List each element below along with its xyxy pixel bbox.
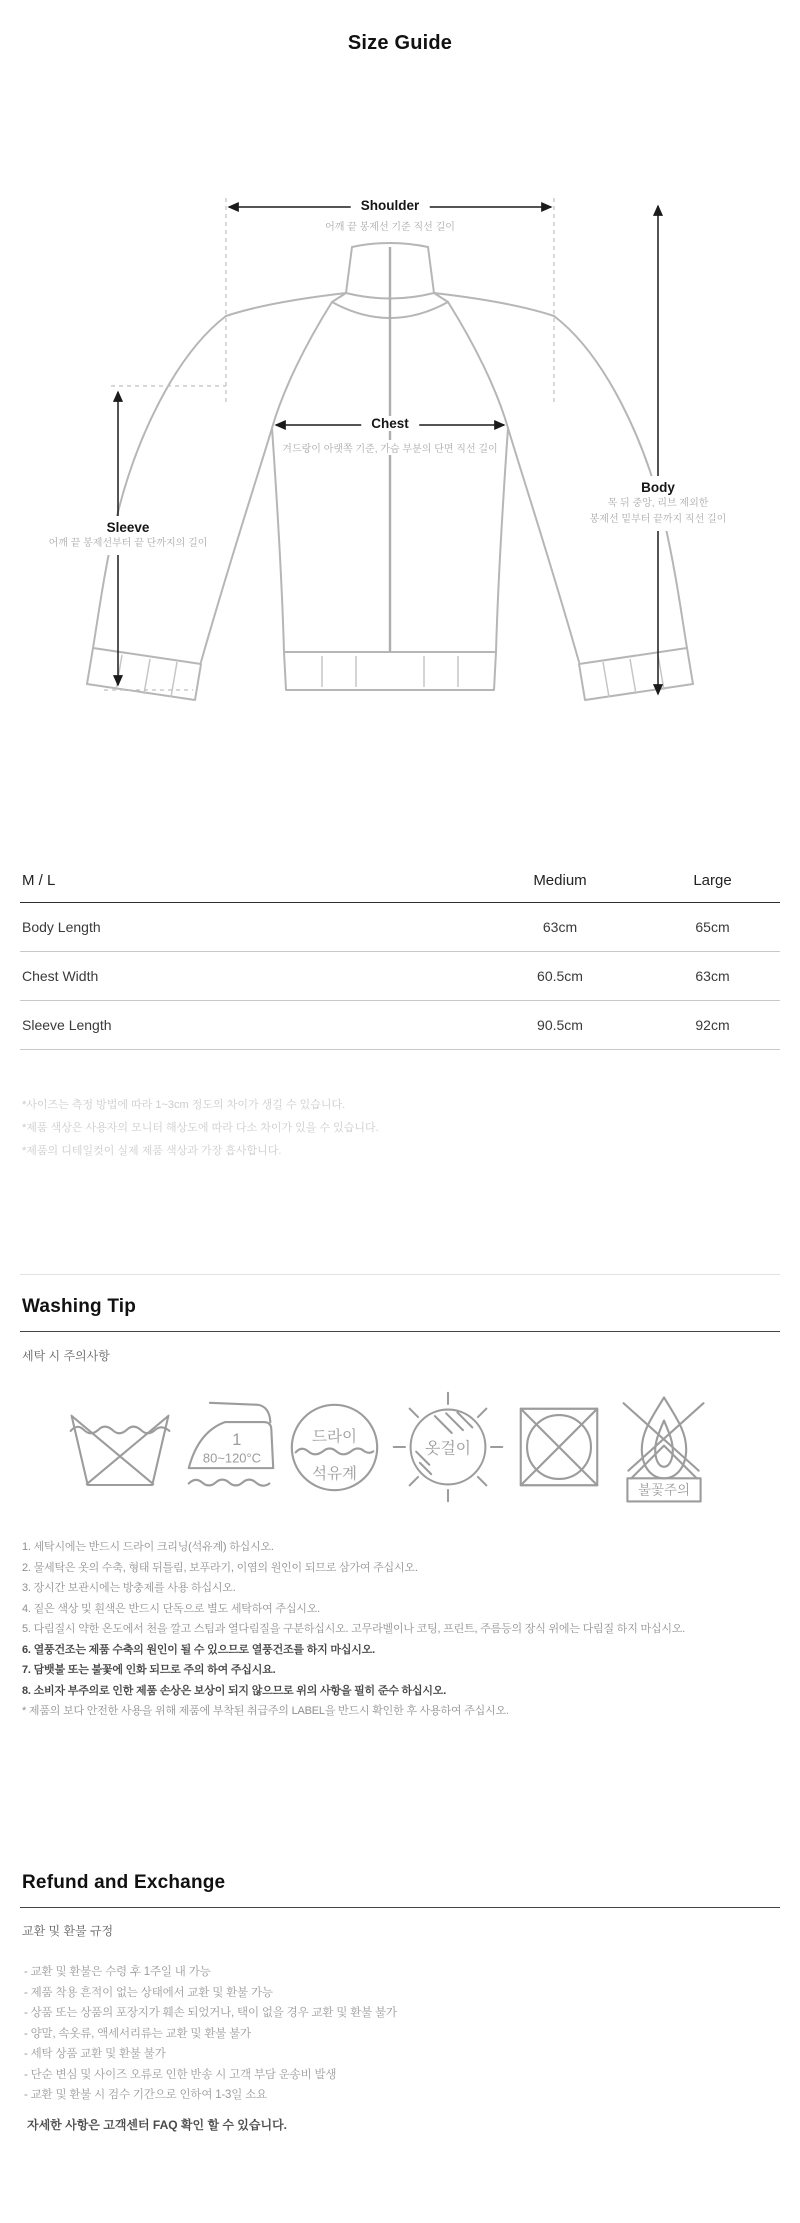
refund-policy-item: - 양말, 속옷류, 액세서리류는 교환 및 환불 불가 — [24, 2027, 251, 2040]
do-not-tumble-dry-icon — [513, 1401, 605, 1493]
refund-policy-item: - 상품 또는 상품의 포장지가 훼손 되었거나, 택이 없을 경우 교환 및 환불 불가 — [24, 2007, 397, 2019]
row-label: Chest Width — [22, 968, 99, 984]
refund-heading: Refund and Exchange — [22, 1872, 226, 1893]
medium-value: 90.5cm — [537, 1017, 583, 1033]
refund-policy-item: - 교환 및 환불은 수령 후 1주일 내 가능 — [24, 1966, 211, 1978]
refund-policy-item: - 세탁 상품 교환 및 환불 불가 — [24, 2048, 166, 2060]
flame-caution-label: 불꽃주의 — [637, 1482, 691, 1498]
refund-policy-item: - 교환 및 환불 시 검수 기간으로 인하여 1-3일 소요 — [24, 2089, 267, 2101]
size-diagram — [0, 120, 800, 810]
footnote: *제품 색상은 사용자의 모니터 해상도에 따라 다소 차이가 있을 수 있습니다. — [22, 1122, 379, 1134]
refund-subheading: 교환 및 환불 규정 — [22, 1924, 114, 1938]
footnote: *제품의 디테일컷이 실제 제품 색상과 가장 흡사합니다. — [22, 1145, 282, 1157]
iron-number-label: 1 — [232, 1431, 242, 1450]
medium-value: 63cm — [542, 919, 578, 935]
col-header-medium: Medium — [533, 871, 587, 889]
washing-instruction: 6. 열풍건조는 제품 수축의 원인이 될 수 있으므로 열풍건조를 하지 마십시오. — [22, 1643, 375, 1656]
body-label: Body — [641, 480, 675, 495]
washing-instruction: 4. 짙은 색상 및 흰색은 반드시 단독으로 별도 세탁하여 주십시오. — [22, 1602, 320, 1615]
washing-subheading: 세탁 시 주의사항 — [22, 1349, 110, 1363]
washing-heading-underline — [20, 1331, 780, 1332]
size-table-header — [20, 858, 780, 903]
shoulder-note: 어깨 끝 봉제선 기준 직선 길이 — [319, 218, 461, 233]
table-row — [20, 1001, 780, 1050]
table-row — [20, 952, 780, 1001]
col-header-large: Large — [693, 871, 732, 889]
laundry-care-icons — [64, 1386, 764, 1508]
dry-clean-top-label: 드라이 — [312, 1428, 357, 1446]
washing-instruction: 8. 소비자 부주의로 인한 제품 손상은 보상이 되지 않으므로 위의 사항을 필히 준수 하십시오. — [22, 1684, 447, 1697]
large-value: 92cm — [695, 1017, 730, 1033]
sleeve-label: Sleeve — [106, 520, 150, 535]
chest-label: Chest — [361, 416, 419, 431]
body-note-1: 목 뒤 중앙, 리브 제외한 — [607, 498, 709, 509]
sleeve-label-block — [43, 516, 214, 555]
faq-note: 자세한 사항은 고객센터 FAQ 확인 할 수 있습니다. — [27, 2118, 287, 2132]
washing-heading: Washing Tip — [22, 1296, 137, 1317]
col-header-size: M / L — [22, 871, 56, 889]
washing-instructions — [22, 1537, 792, 1722]
washing-instruction: 3. 장시간 보관시에는 방충제를 사용 하십시오. — [22, 1582, 236, 1594]
size-table — [20, 858, 780, 1050]
shoulder-label: Shoulder — [351, 198, 430, 213]
washing-instruction: 5. 다림질시 약한 온도에서 천을 깔고 스팀과 열다림질을 구분하십시오. 고무라벨이나 코팅, 프린트, 주름등의 장식 위에는 다림질 하지 마십시오. — [22, 1623, 686, 1635]
dry-clean-bottom-label: 석유계 — [312, 1465, 357, 1483]
body-label-block — [584, 476, 733, 531]
section-divider — [20, 1274, 780, 1275]
footnote: *사이즈는 측정 방법에 따라 1~3cm 정도의 차이가 생길 수 있습니다. — [22, 1099, 346, 1111]
refund-policy-item: - 단순 변심 및 사이즈 오류로 인한 반송 시 고객 부담 운송비 발생 — [24, 2068, 337, 2081]
page-title: Size Guide — [347, 32, 453, 54]
refund-policy-item: - 제품 착용 흔적이 없는 상태에서 교환 및 환불 가능 — [24, 1986, 273, 1999]
body-note-2: 봉제선 밑부터 끝까지 직선 길이 — [589, 514, 727, 525]
washing-instruction: 7. 담뱃불 또는 불꽃에 인화 되므로 주의 하여 주십시요. — [22, 1664, 276, 1676]
washing-instruction: 1. 세탁시에는 반드시 드라이 크리닝(석유계) 하십시오. — [22, 1541, 274, 1553]
washing-instruction: * 제품의 보다 안전한 사용을 위해 제품에 부착된 취급주의 LABEL을 반드시 확인한 후 사용하여 주십시오. — [22, 1705, 509, 1717]
refund-heading-underline — [20, 1907, 780, 1908]
shade-hang-dry-icon — [390, 1384, 506, 1510]
dry-clean-petroleum-icon — [286, 1399, 383, 1496]
medium-value: 60.5cm — [537, 968, 583, 984]
chest-note: 겨드랑이 아랫쪽 기준, 가슴 부분의 단면 직선 길이 — [276, 440, 503, 455]
iron-temp-label: 80~120°C — [202, 1450, 262, 1466]
large-value: 63cm — [695, 968, 730, 984]
table-row — [20, 903, 780, 952]
refund-policy-list — [24, 1962, 774, 2106]
row-label: Sleeve Length — [22, 1017, 112, 1033]
row-label: Body Length — [22, 919, 101, 935]
iron-low-temp-icon — [183, 1395, 279, 1499]
do-not-wash-icon — [64, 1400, 176, 1495]
size-footnotes — [22, 1094, 762, 1163]
hanger-label: 옷걸이 — [424, 1440, 472, 1458]
large-value: 65cm — [695, 919, 730, 935]
sleeve-note: 어깨 끝 봉제선부터 끝 단까지의 길이 — [48, 538, 208, 549]
flame-caution-icon — [612, 1391, 716, 1504]
washing-instruction: 2. 물세탁은 옷의 수축, 형태 뒤틀림, 보푸라기, 이염의 원인이 되므로 삼가여 주십시오. — [22, 1561, 418, 1574]
